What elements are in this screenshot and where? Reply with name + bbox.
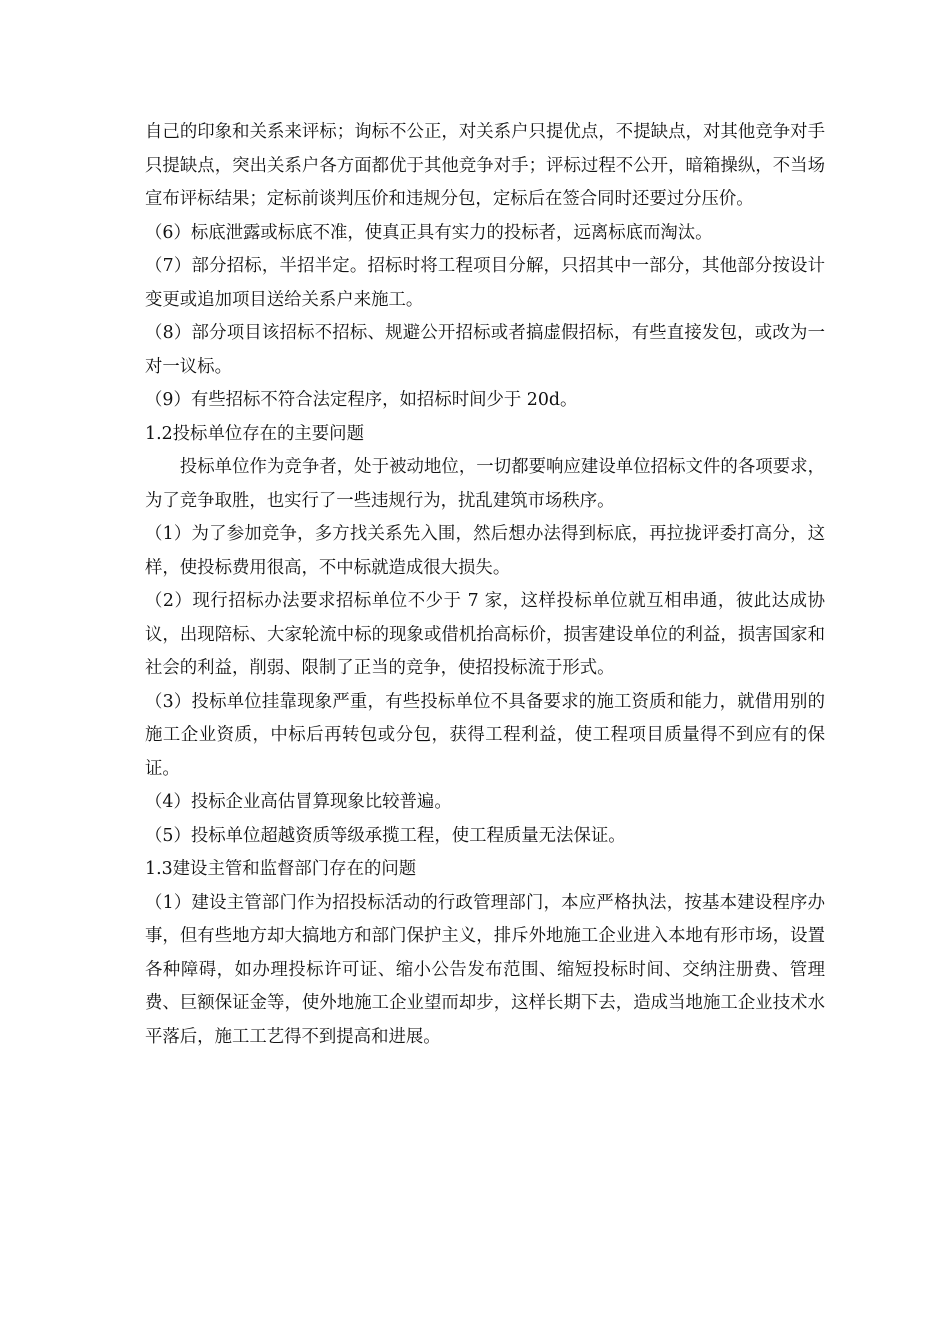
document-page	[145, 116, 825, 1054]
section-heading-1-2: 1.2投标单位存在的主要问题	[145, 423, 364, 444]
list-item-1: （1）建设主管部门作为招投标活动的行政管理部门，本应严格执法，按基本建设程序办事，但有些地方却大搞地方和部门保护主义，排斥外地施工企业进入本地有形市场，设置各种障碍，如办理投标许可证、缩小公告发布范围、缩短投标时间、交纳注册费、管理费、巨额保证金等，使外地施工企业望而却步，这样长期下去，造成当地施工企业技术水平落后，施工工艺得不到提高和进展。	[145, 892, 825, 1047]
intro-paragraph: 投标单位作为竞争者，处于被动地位，一切都要响应建设单位招标文件的各项要求，为了竞争取胜，也实行了一些违规行为，扰乱建筑市场秩序。	[145, 457, 825, 511]
paragraph: 自己的印象和关系来评标；询标不公正，对关系户只提优点，不提缺点，对其他竞争对手只提缺点，突出关系户各方面都优于其他竞争对手；评标过程不公开，暗箱操纵，不当场宣布评标结果；定标前谈判压价和违规分包，定标后在签合同时还要过分压价。	[145, 122, 825, 209]
list-item-4: （4）投标企业高估冒算现象比较普遍。	[145, 792, 452, 812]
list-item-1: （1）为了参加竞争，多方找关系先入围，然后想办法得到标底，再拉拢评委打高分，这样，使投标费用很高，不中标就造成很大损失。	[145, 524, 825, 578]
list-item-8: （8）部分项目该招标不招标、规避公开招标或者搞虚假招标，有些直接发包，或改为一对一议标。	[145, 323, 825, 377]
list-item-7: （7）部分招标，半招半定。招标时将工程项目分解，只招其中一部分，其他部分按设计变更或追加项目送给关系户来施工。	[145, 256, 825, 310]
list-item-2: （2）现行招标办法要求招标单位不少于 7 家，这样投标单位就互相串通，彼此达成协议，出现陪标、大家轮流中标的现象或借机抬高标价，损害建设单位的利益，损害国家和社会的利益，削弱、限制了正当的竞争，使招投标流于形式。	[145, 591, 825, 678]
list-item-5: （5）投标单位超越资质等级承揽工程，使工程质量无法保证。	[145, 825, 626, 846]
list-item-6: （6）标底泄露或标底不准，使真正具有实力的投标者，远离标底而淘汰。	[145, 222, 713, 243]
list-item-9: （9）有些招标不符合法定程序，如招标时间少于 20d。	[145, 390, 578, 410]
list-item-3: （3）投标单位挂靠现象严重，有些投标单位不具备要求的施工资质和能力，就借用别的施工企业资质，中标后再转包或分包，获得工程利益，使工程项目质量得不到应有的保证。	[145, 691, 825, 779]
section-heading-1-3: 1.3建设主管和监督部门存在的问题	[145, 859, 417, 879]
